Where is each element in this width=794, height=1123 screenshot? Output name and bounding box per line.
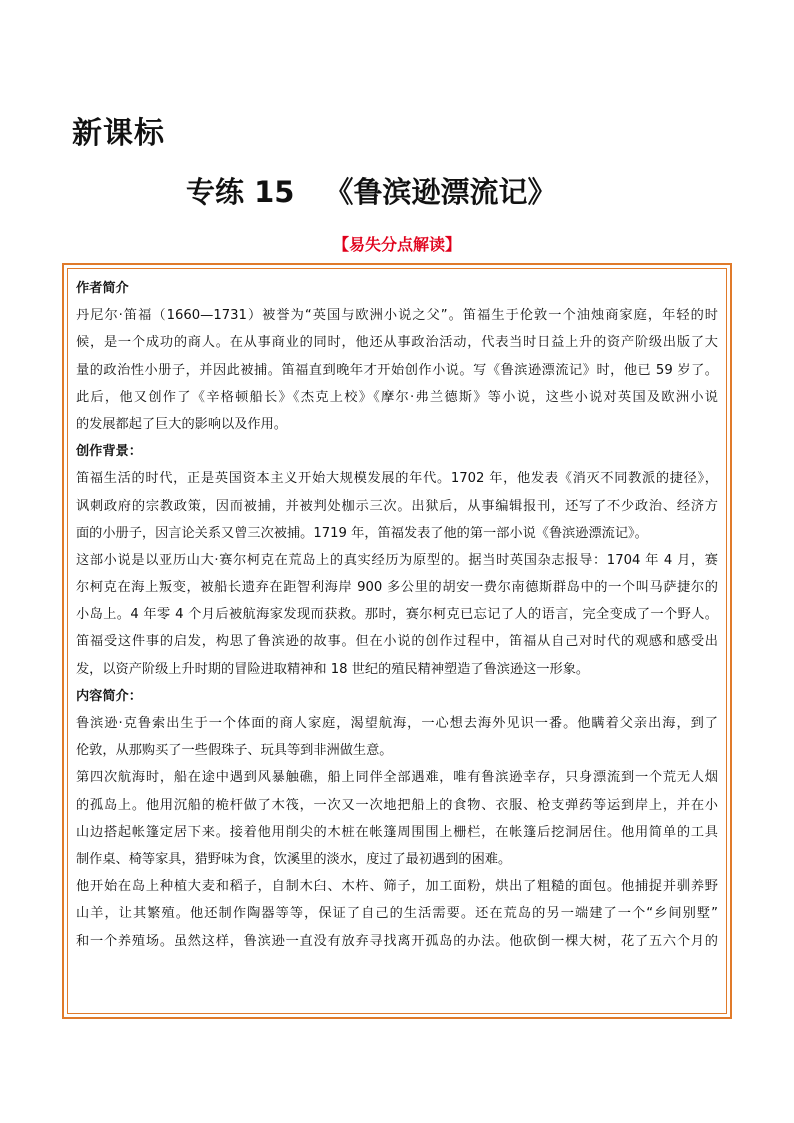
section-subtitle: 【易失分点解读】 [332, 235, 461, 254]
text-line: 此后，他又创作了《辛格顿船长》《杰克上校》《摩尔·弗兰德斯》等小说，这些小说对英国及欧洲小说 [76, 389, 718, 405]
content-frame [62, 263, 732, 1019]
text-line: 这部小说是以亚历山大·赛尔柯克在荒岛上的真实经历为原型的。据当时英国杂志报导：1704 年 4 月，赛 [76, 552, 718, 568]
text-line: 内容简介： [76, 688, 142, 704]
publisher-title: 新课标 [72, 116, 165, 151]
text-line: 尔柯克在海上叛变，被船长遗弃在距智利海岸 900 多公里的胡安一费尔南德斯群岛中的一个叫马萨捷尔的 [76, 580, 718, 596]
text-line: 候，是一个成功的商人。在从事商业的同时，他还从事政治活动，代表当时日益上升的资产阶级出版了大 [76, 335, 718, 351]
text-line: 山边搭起帐篷定居下来。接着他用削尖的木桩在帐篷周围围上栅栏，在帐篷后挖洞居住。他用简单的工具 [76, 824, 718, 840]
content-body [67, 268, 727, 1014]
text-line: 发，以资产阶级上升时期的冒险进取精神和 18 世纪的殖民精神塑造了鲁滨逊这一形象。 [76, 661, 590, 677]
text-line: 笛福生活的时代，正是英国资本主义开始大规模发展的年代。1702 年，他发表《消灭不同教派的捷径》， [76, 471, 718, 487]
text-line: 丹尼尔·笛福（1660—1731）被誉为“英国与欧洲小说之父”。笛福生于伦敦一个油烛商家庭，年轻的时 [76, 308, 718, 324]
page-title [186, 170, 556, 211]
text-line: 作者简介 [76, 281, 129, 296]
text-line: 量的政治性小册子，并因此被捕。笛福直到晚年才开始创作小说。写《鲁滨逊漂流记》时，他已 59 岁了。 [76, 362, 718, 378]
text-line: 的孤岛上。他用沉船的桅杆做了木筏，一次又一次地把船上的食物、衣服、枪支弹药等运到岸上，并在小 [76, 797, 718, 813]
text-line: 山羊，让其繁殖。他还制作陶器等等，保证了自己的生活需要。还在荒岛的另一端建了一个“乡间别墅” [76, 906, 718, 922]
text-line: 的发展都起了巨大的影响以及作用。 [76, 416, 287, 432]
text-line: 面的小册子，因言论关系又曾三次被捕。1719 年，笛福发表了他的第一部小说《鲁滨逊漂流记》。 [76, 525, 648, 541]
page-title-prefix: 专练 15 [186, 175, 295, 209]
text-line: 制作桌、椅等家具，猎野味为食，饮溪里的淡水，度过了最初遇到的困难。 [76, 851, 512, 867]
page-title-book: 《鲁滨逊漂流记》 [324, 175, 557, 209]
text-line: 创作背景： [76, 444, 142, 460]
text-line: 他开始在岛上种植大麦和稻子，自制木臼、木杵、筛子，加工面粉，烘出了粗糙的面包。他捕捉并驯养野 [76, 879, 718, 895]
text-line: 笛福受这件事的启发，构思了鲁滨逊的故事。但在小说的创作过程中，笛福从自己对时代的观感和感受出 [76, 634, 718, 650]
text-line: 小岛上。4 年零 4 个月后被航海家发现而获救。那时，赛尔柯克已忘记了人的语言，完全变成了一个野人。 [76, 607, 718, 623]
text-line: 和一个养殖场。虽然这样，鲁滨逊一直没有放弃寻找离开孤岛的办法。他砍倒一棵大树，花了五六个月的 [76, 933, 718, 949]
text-line: 鲁滨逊·克鲁索出生于一个体面的商人家庭，渴望航海，一心想去海外见识一番。他瞒着父亲出海，到了 [76, 716, 718, 731]
text-line: 第四次航海时，船在途中遇到风暴触礁，船上同伴全部遇难，唯有鲁滨逊幸存，只身漂流到一个荒无人烟 [76, 770, 718, 786]
text-line: 伦敦，从那购买了一些假珠子、玩具等到非洲做生意。 [76, 743, 393, 759]
text-line: 讽刺政府的宗教政策，因而被捕，并被判处枷示三次。出狱后，从事编辑报刊，还写了不少政治、经济方 [76, 498, 718, 514]
